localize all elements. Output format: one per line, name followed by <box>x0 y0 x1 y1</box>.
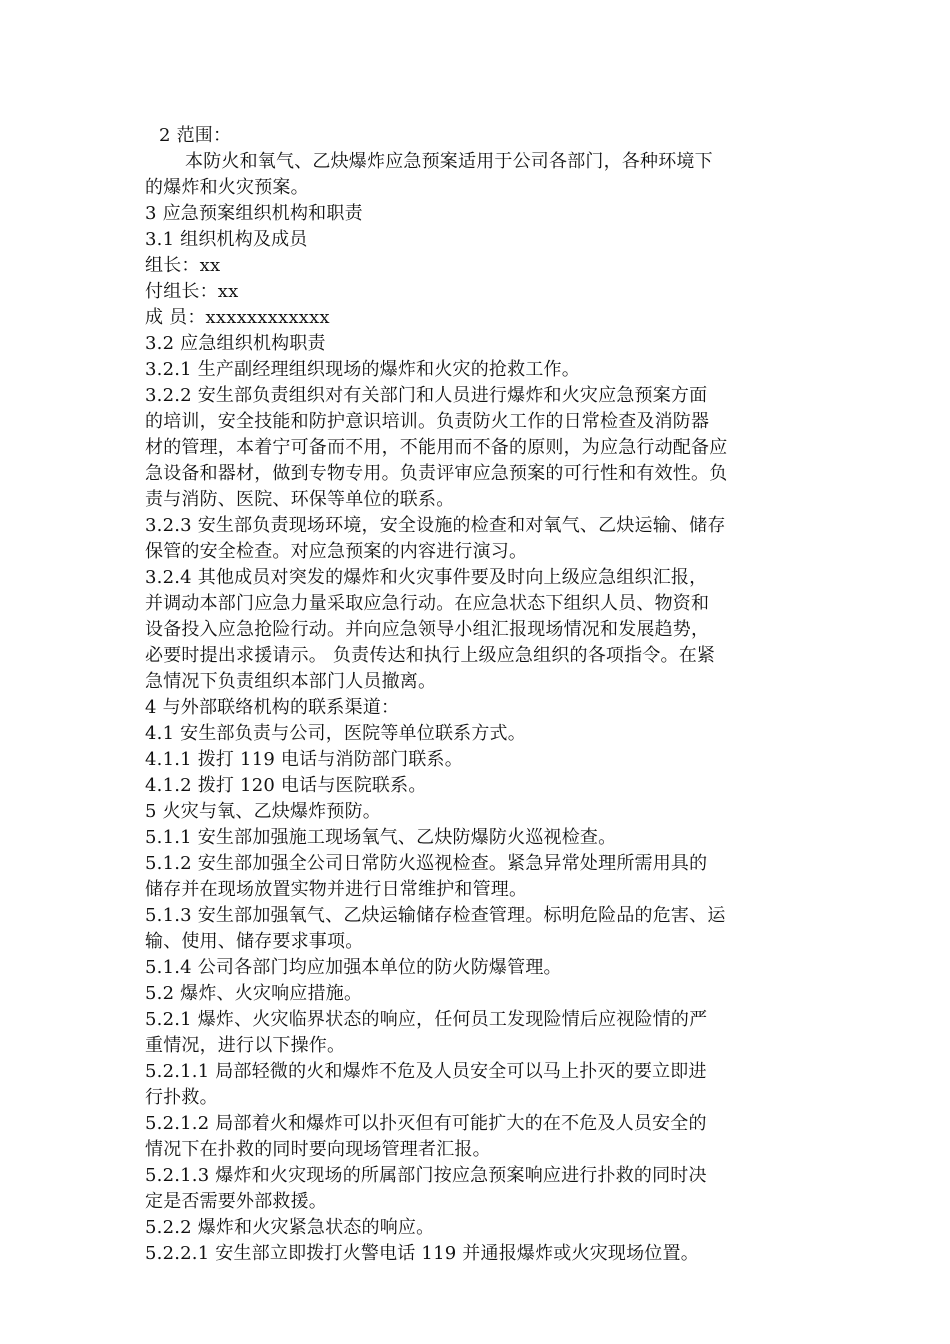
paragraph-line: 本防火和氧气、乙炔爆炸应急预案适用于公司各部门，各种环境下 <box>185 151 713 172</box>
paragraph-line: 5.1.3 安生部加强氧气、乙炔运输储存检查管理。标明危险品的危害、运 <box>145 905 726 926</box>
paragraph-line: 材的管理，本着宁可备而不用，不能用而不备的原则，为应急行动配备应 <box>145 437 728 458</box>
paragraph-line: 设备投入应急抢险行动。并向应急领导小组汇报现场情况和发展趋势， <box>145 619 710 640</box>
paragraph-line: 5.2.1.1 局部轻微的火和爆炸不危及人员安全可以马上扑灭的要立即进 <box>145 1061 707 1082</box>
paragraph-line: 行扑救。 <box>145 1087 218 1108</box>
paragraph-line: 3.2.2 安生部负责组织对有关部门和人员进行爆炸和火灾应急预案方面 <box>145 385 708 406</box>
paragraph-line: 情况下在扑救的同时要向现场管理者汇报。 <box>145 1139 491 1160</box>
paragraph-line: 4.1.1 拨打 119 电话与消防部门联系。 <box>145 749 463 770</box>
paragraph-line: 5.2.2 爆炸和火灾紧急状态的响应。 <box>145 1217 435 1238</box>
paragraph-line: 保管的安全检查。对应急预案的内容进行演习。 <box>145 541 528 562</box>
section-heading: 4 与外部联络机构的联系渠道： <box>145 697 400 718</box>
paragraph-line: 5.1.2 安生部加强全公司日常防火巡视检查。紧急异常处理所需用具的 <box>145 853 708 874</box>
paragraph-line: 4.1 安生部负责与公司，医院等单位联系方式。 <box>145 723 526 744</box>
paragraph-line: 重情况，进行以下操作。 <box>145 1035 346 1056</box>
section-heading: 2 范围： <box>159 125 232 146</box>
paragraph-line: 3.2.1 生产副经理组织现场的爆炸和火灾的抢救工作。 <box>145 359 580 380</box>
paragraph-line: 定是否需要外部救援。 <box>145 1191 327 1212</box>
paragraph-line: 5.2.1.2 局部着火和爆炸可以扑灭但有可能扩大的在不危及人员安全的 <box>145 1113 707 1134</box>
paragraph-line: 5.2.1 爆炸、火灾临界状态的响应，任何员工发现险情后应视险情的严 <box>145 1009 708 1030</box>
paragraph-line: 急设备和器材，做到专物专用。负责评审应急预案的可行性和有效性。负 <box>145 463 728 484</box>
paragraph-line: 储存并在现场放置实物并进行日常维护和管理。 <box>145 879 528 900</box>
paragraph-line: 5.2.2.1 安生部立即拨打火警电话 119 并通报爆炸或火灾现场位置。 <box>145 1243 699 1264</box>
paragraph-line: 输、使用、储存要求事项。 <box>145 931 364 952</box>
paragraph-line: 3.2.4 其他成员对突发的爆炸和火灾事件要及时向上级应急组织汇报， <box>145 567 708 588</box>
paragraph-line: 4.1.2 拨打 120 电话与医院联系。 <box>145 775 427 796</box>
document-body <box>145 123 810 1267</box>
paragraph-line: 必要时提出求援请示。 负责传达和执行上级应急组织的各项指令。在紧 <box>145 645 716 666</box>
paragraph-line: 3.2.3 安生部负责现场环境，安全设施的检查和对氧气、乙炔运输、储存 <box>145 515 726 536</box>
section-heading: 3 应急预案组织机构和职责 <box>145 203 363 224</box>
subsection-heading: 3.1 组织机构及成员 <box>145 229 308 250</box>
section-heading: 5 火灾与氧、乙炔爆炸预防。 <box>145 801 381 822</box>
paragraph-line: 组长：xx <box>145 255 221 276</box>
paragraph-line: 5.1.4 公司各部门均应加强本单位的防火防爆管理。 <box>145 957 562 978</box>
paragraph-line: 的培训，安全技能和防护意识培训。负责防火工作的日常检查及消防器 <box>145 411 710 432</box>
subsection-heading: 5.2 爆炸、火灾响应措施。 <box>145 983 363 1004</box>
paragraph-line: 成 员：xxxxxxxxxxxx <box>145 307 330 328</box>
subsection-heading: 3.2 应急组织机构职责 <box>145 333 326 354</box>
paragraph-line: 急情况下负责组织本部门人员撤离。 <box>145 671 437 692</box>
paragraph-line: 责与消防、医院、环保等单位的联系。 <box>145 489 455 510</box>
paragraph-line: 并调动本部门应急力量采取应急行动。在应急状态下组织人员、物资和 <box>145 593 710 614</box>
paragraph-line: 付组长：xx <box>145 281 239 302</box>
paragraph-line: 5.2.1.3 爆炸和火灾现场的所属部门按应急预案响应进行扑救的同时决 <box>145 1165 707 1186</box>
paragraph-line: 5.1.1 安生部加强施工现场氧气、乙炔防爆防火巡视检查。 <box>145 827 617 848</box>
paragraph-line: 的爆炸和火灾预案。 <box>145 177 309 198</box>
